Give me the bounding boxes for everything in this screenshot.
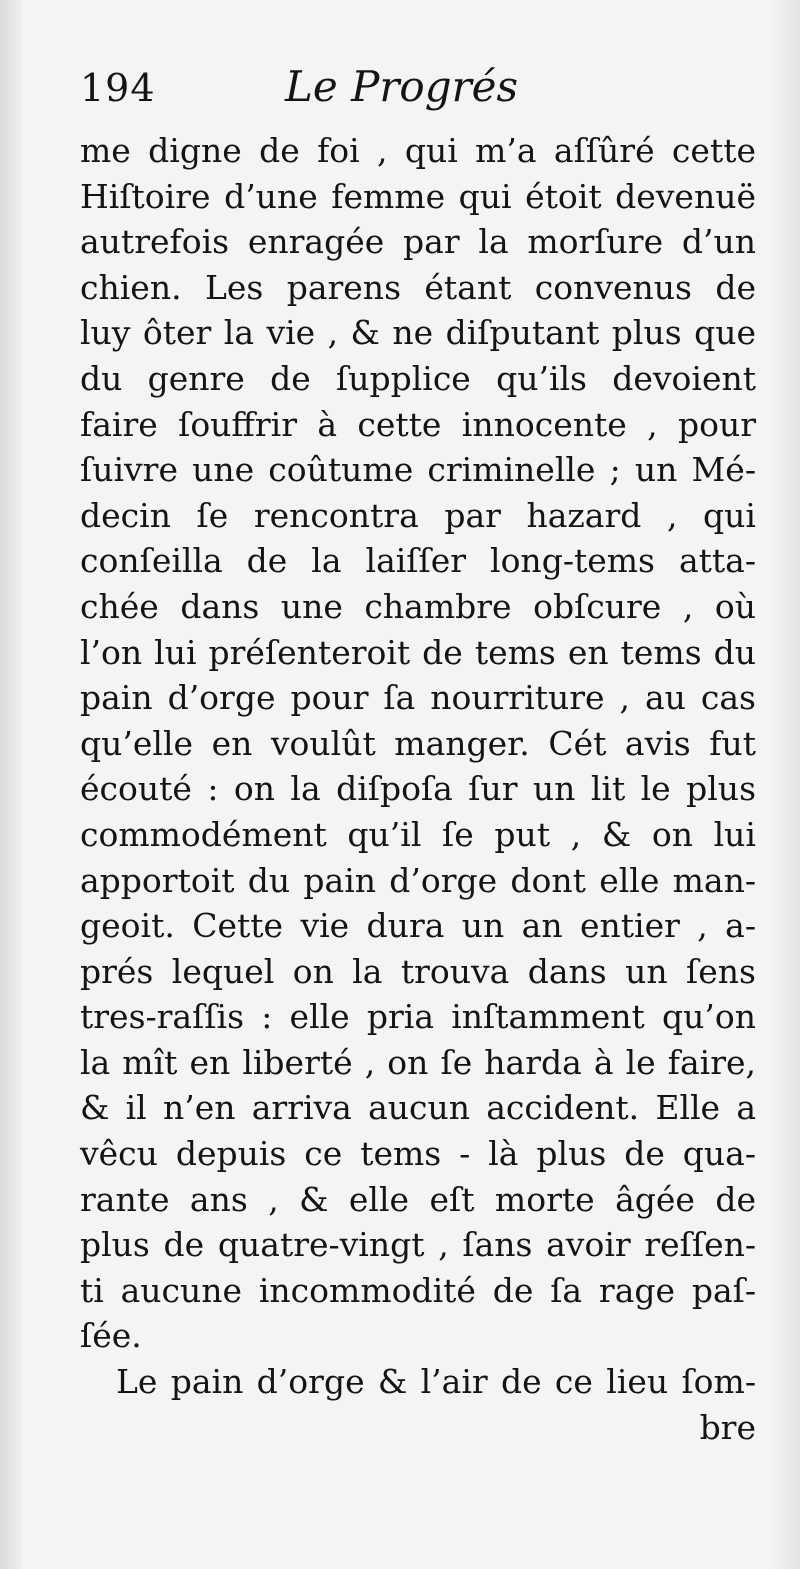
text-line: du genre de ſupplice qu’ils devoient xyxy=(80,358,756,398)
text-line: plus de quatre-vingt , ſans avoir reſſen- xyxy=(80,1225,756,1265)
text-line: commodément qu’il ſe put , & on lui xyxy=(80,814,756,854)
text-line: apportoit du pain d’orge dont elle man- xyxy=(80,860,756,900)
text-line: tres-raſſis : elle pria inſtamment qu’on xyxy=(80,997,756,1037)
text-line: rante ans , & elle eſt morte âgée de xyxy=(80,1179,756,1219)
text-line: ſée. xyxy=(80,1316,142,1356)
running-title: Le Progrés xyxy=(285,62,519,111)
text-line: conſeilla de la laiſſer long-tems atta- xyxy=(80,541,756,581)
page-number: 194 xyxy=(80,66,156,110)
text-line: faire ſouffrir à cette innocente , pour xyxy=(80,404,756,444)
text-line: & il n’en arriva aucun accident. Elle a xyxy=(80,1088,756,1128)
text-line: ti aucune incommodité de ſa rage paſ- xyxy=(80,1270,756,1310)
catchword: bre xyxy=(699,1407,756,1447)
text-line: vêcu depuis ce tems - là plus de qua- xyxy=(80,1134,756,1174)
text-line: chien. Les parens étant convenus de xyxy=(80,267,756,307)
text-line: Hiſtoire d’une femme qui étoit devenuë xyxy=(80,176,756,216)
text-line: geoit. Cette vie dura un an entier , a- xyxy=(80,906,756,946)
text-line: luy ôter la vie , & ne diſputant plus que xyxy=(80,313,756,353)
text-line: Le pain d’orge & l’air de ce lieu ſom- xyxy=(116,1362,756,1402)
text-line: prés lequel on la trouva dans un ſens xyxy=(80,951,756,991)
text-line: decin ſe rencontra par hazard , qui xyxy=(80,495,756,535)
text-line: écouté : on la diſpoſa ſur un lit le plus xyxy=(80,769,756,809)
text-line: pain d’orge pour ſa nourriture , au cas xyxy=(80,678,756,718)
text-line: ſuivre une coûtume criminelle ; un Mé- xyxy=(80,450,756,490)
page-header xyxy=(80,62,760,122)
page-edge-right xyxy=(770,0,800,1569)
text-line: me digne de foi , qui m’a aſſûré cette xyxy=(80,131,756,170)
text-line: la mît en liberté , on ſe harda à le faire, xyxy=(80,1042,756,1082)
text-line: qu’elle en voulût manger. Cét avis fut xyxy=(80,723,756,763)
text-line: chée dans une chambre obſcure , où xyxy=(80,586,756,626)
body-text xyxy=(80,128,756,1450)
text-line: l’on lui préſenteroit de tems en tems du xyxy=(80,632,756,672)
page-edge-left xyxy=(0,0,22,1569)
text-line: autrefois enragée par la morſure d’un xyxy=(80,222,756,262)
